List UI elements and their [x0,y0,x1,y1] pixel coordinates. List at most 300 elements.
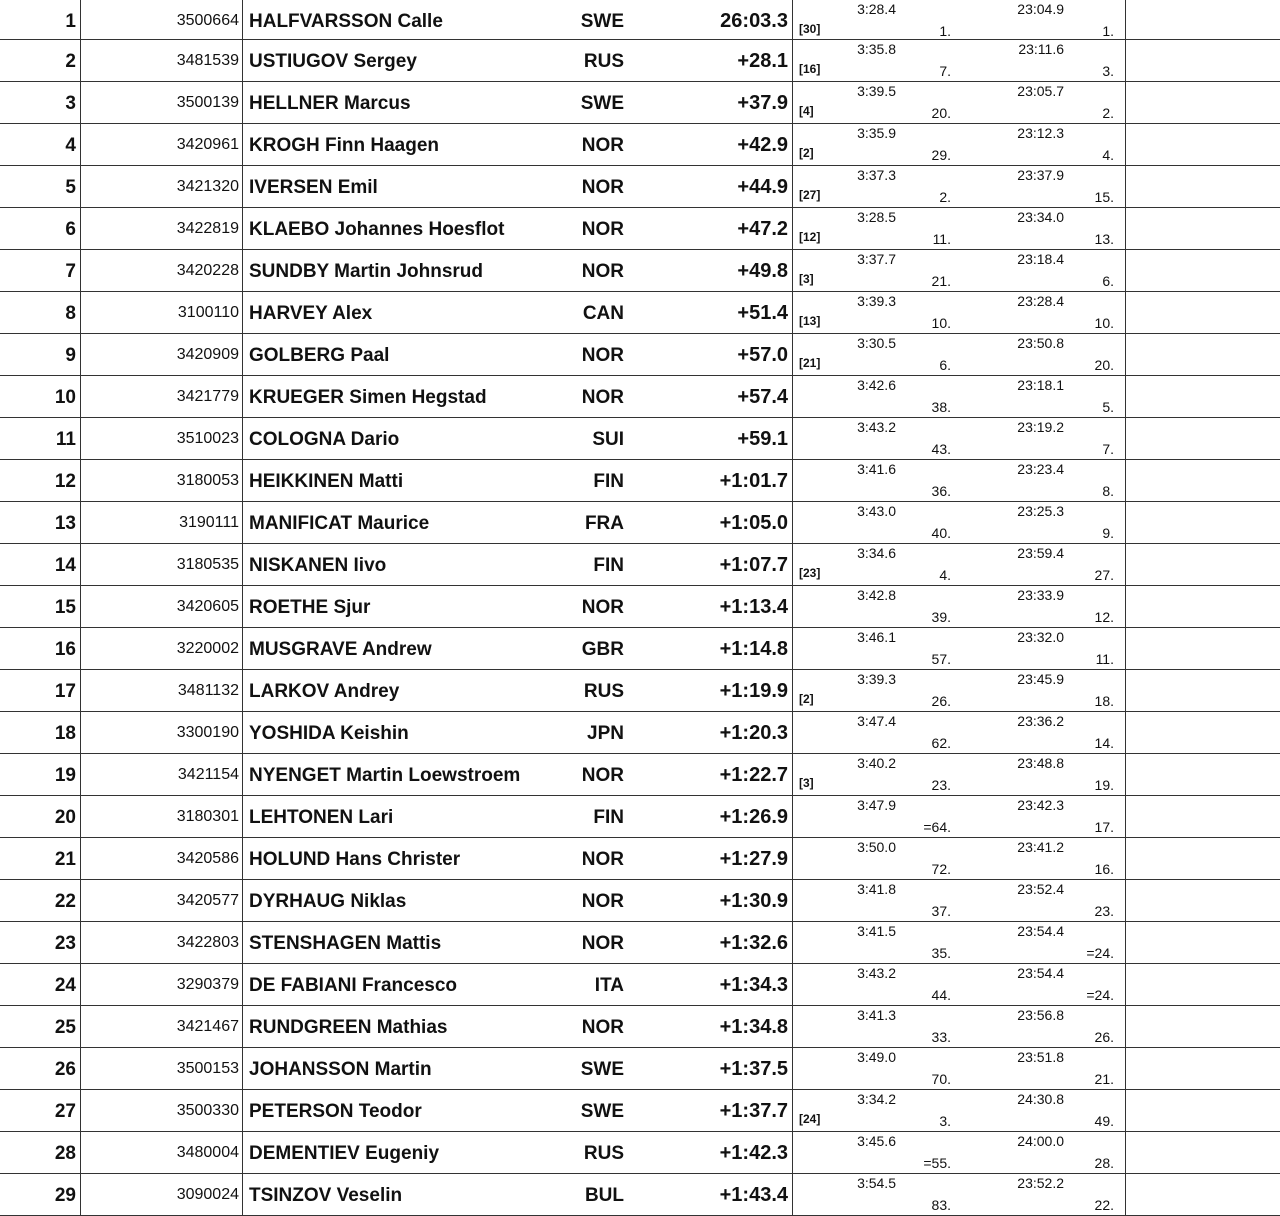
split1-rank: 70. [931,1071,951,1087]
rank-cell: 22 [54,891,76,912]
column-divider [242,796,243,837]
column-divider [792,754,793,795]
athlete-name: JOHANSSON Martin [249,1059,432,1080]
column-divider [80,1048,81,1089]
nation-code: NOR [581,387,624,408]
bonus-seconds: [4] [799,104,814,118]
column-divider [80,838,81,879]
competitor-code: 3422803 [176,934,239,951]
column-divider [792,1090,793,1131]
split1-rank: =55. [923,1155,951,1171]
column-divider [242,1090,243,1131]
table-row [0,670,1280,712]
split1-rank: 33. [931,1029,951,1045]
rank-cell: 6 [65,219,76,240]
column-divider [80,922,81,963]
bonus-seconds: [21] [799,356,821,370]
rank-cell: 20 [54,807,76,828]
nation-code: NOR [581,177,624,198]
split1-rank: 23. [931,777,951,793]
column-divider [242,964,243,1005]
column-divider [1125,712,1126,753]
split1-rank: 10. [931,315,951,331]
column-divider [1125,166,1126,207]
column-divider [242,544,243,585]
athlete-name: PETERSON Teodor [249,1101,422,1122]
rank-cell: 13 [54,513,76,534]
split2-time: 23:52.2 [1017,1175,1064,1191]
rank-cell: 15 [54,597,76,618]
finish-time: 26:03.3 [720,10,788,32]
column-divider [1125,82,1126,123]
split1-rank: 37. [931,903,951,919]
competitor-code: 3090024 [176,1186,239,1203]
column-divider [242,1006,243,1047]
column-divider [792,418,793,459]
nation-code: JPN [587,723,624,744]
split2-rank: 28. [1094,1155,1114,1171]
finish-time: +37.9 [737,92,788,114]
column-divider [1125,40,1126,81]
split1-rank: 83. [931,1197,951,1213]
column-divider [80,40,81,81]
column-divider [242,712,243,753]
nation-code: RUS [583,51,624,72]
rank-cell: 25 [54,1017,76,1038]
split2-time: 23:42.3 [1017,797,1064,813]
table-row [0,208,1280,250]
finish-time: +1:26.9 [719,806,788,828]
athlete-name: YOSHIDA Keishin [249,723,409,744]
finish-time: +1:13.4 [719,596,788,618]
column-divider [792,670,793,711]
column-divider [792,292,793,333]
split1-time: 3:34.2 [857,1091,896,1107]
column-divider [80,1090,81,1131]
column-divider [242,880,243,921]
split1-rank: 6. [939,357,951,373]
split2-rank: 5. [1102,399,1114,415]
split1-rank: 26. [931,693,951,709]
table-row [0,166,1280,208]
competitor-code: 3420961 [176,136,239,153]
table-row [0,544,1280,586]
split1-time: 3:40.2 [857,755,896,771]
table-row [0,82,1280,124]
split2-rank: 27. [1094,567,1114,583]
nation-code: RUS [583,1143,624,1164]
split2-rank: 13. [1094,231,1114,247]
finish-time: +1:42.3 [719,1142,788,1164]
split1-time: 3:28.4 [857,1,896,17]
competitor-code: 3290379 [176,976,239,993]
split2-rank: =24. [1086,987,1114,1003]
column-divider [792,250,793,291]
bonus-seconds: [3] [799,776,814,790]
nation-code: FIN [593,555,624,576]
competitor-code: 3481132 [177,682,239,699]
competitor-code: 3180535 [176,556,239,573]
split1-rank: 38. [931,399,951,415]
bonus-seconds: [13] [799,314,821,328]
column-divider [242,628,243,669]
split2-time: 23:25.3 [1017,503,1064,519]
table-row [0,1048,1280,1090]
nation-code: BUL [584,1185,624,1206]
split2-rank: 16. [1094,861,1114,877]
split2-time: 23:56.8 [1017,1007,1064,1023]
split2-time: 23:23.4 [1017,461,1064,477]
column-divider [792,628,793,669]
split1-time: 3:46.1 [857,629,896,645]
rank-cell: 3 [65,93,76,114]
rank-cell: 28 [54,1143,76,1164]
column-divider [242,376,243,417]
column-divider [80,586,81,627]
finish-time: +1:37.5 [719,1058,788,1080]
rank-cell: 11 [55,429,76,450]
column-divider [80,1006,81,1047]
finish-time: +44.9 [737,176,788,198]
rank-cell: 10 [54,387,76,408]
table-row [0,250,1280,292]
column-divider [792,880,793,921]
nation-code: ITA [594,975,624,996]
competitor-code: 3420605 [176,598,239,615]
split2-rank: 21. [1094,1071,1114,1087]
competitor-code: 3421320 [176,178,239,195]
split1-rank: 21. [931,273,951,289]
athlete-name: HELLNER Marcus [249,93,411,114]
column-divider [242,82,243,123]
athlete-name: DE FABIANI Francesco [249,975,457,996]
nation-code: NOR [581,765,624,786]
table-row [0,40,1280,82]
table-row [0,712,1280,754]
athlete-name: GOLBERG Paal [249,345,390,366]
competitor-code: 3480004 [176,1144,239,1161]
split1-time: 3:37.3 [857,167,896,183]
table-row [0,124,1280,166]
finish-time: +49.8 [737,260,788,282]
rank-cell: 4 [65,135,76,156]
finish-time: +1:27.9 [719,848,788,870]
athlete-name: NISKANEN Iivo [249,555,387,576]
athlete-name: ROETHE Sjur [249,597,371,618]
rank-cell: 7 [65,261,76,282]
split2-rank: 23. [1094,903,1114,919]
nation-code: RUS [583,681,624,702]
split2-time: 23:54.4 [1017,965,1064,981]
finish-time: +1:32.6 [719,932,788,954]
column-divider [242,1174,243,1215]
split1-rank: =64. [923,819,951,835]
column-divider [1125,838,1126,879]
column-divider [1125,1174,1126,1215]
split1-time: 3:43.2 [857,965,896,981]
split2-time: 23:12.3 [1017,125,1064,141]
split1-time: 3:30.5 [857,335,896,351]
split2-time: 23:18.4 [1017,251,1064,267]
split1-time: 3:47.9 [857,797,896,813]
column-divider [792,544,793,585]
competitor-code: 3300190 [176,724,239,741]
split1-rank: 11. [932,231,951,247]
athlete-name: HALFVARSSON Calle [249,11,443,32]
finish-time: +42.9 [737,134,788,156]
athlete-name: RUNDGREEN Mathias [249,1017,448,1038]
competitor-code: 3500664 [176,12,239,29]
split2-time: 23:41.2 [1017,839,1064,855]
nation-code: SWE [580,93,624,114]
column-divider [1125,250,1126,291]
rank-cell: 18 [54,723,76,744]
athlete-name: MANIFICAT Maurice [249,513,430,534]
column-divider [80,964,81,1005]
column-divider [242,418,243,459]
split2-time: 23:52.4 [1017,881,1064,897]
rank-cell: 17 [54,681,76,702]
column-divider [1125,670,1126,711]
bonus-seconds: [27] [799,188,821,202]
column-divider [1125,586,1126,627]
bonus-seconds: [16] [799,62,821,76]
competitor-code: 3220002 [176,640,239,657]
finish-time: +1:22.7 [719,764,788,786]
nation-code: SWE [580,11,624,32]
rank-cell: 9 [65,345,76,366]
athlete-name: HEIKKINEN Matti [249,471,404,492]
split1-time: 3:39.3 [857,671,896,687]
finish-time: +1:43.4 [719,1184,788,1206]
column-divider [792,1006,793,1047]
split2-time: 23:51.8 [1017,1049,1064,1065]
column-divider [1125,502,1126,543]
column-divider [1125,208,1126,249]
column-divider [80,82,81,123]
split1-rank: 20. [931,105,951,121]
split1-time: 3:41.6 [857,461,896,477]
table-row [0,1132,1280,1174]
split2-rank: 4. [1102,147,1114,163]
rank-cell: 29 [54,1185,76,1206]
competitor-code: 3421467 [176,1018,239,1035]
column-divider [792,712,793,753]
table-row [0,880,1280,922]
column-divider [1125,0,1126,39]
column-divider [80,250,81,291]
split1-time: 3:42.8 [857,587,896,603]
column-divider [80,0,81,39]
athlete-name: SUNDBY Martin Johnsrud [249,261,484,282]
split1-time: 3:43.2 [857,419,896,435]
split1-time: 3:50.0 [857,839,896,855]
split1-time: 3:41.5 [857,923,896,939]
finish-time: +1:14.8 [719,638,788,660]
rank-cell: 27 [54,1101,76,1122]
rank-cell: 21 [54,849,76,870]
nation-code: SWE [580,1059,624,1080]
column-divider [1125,376,1126,417]
column-divider [792,1048,793,1089]
split1-time: 3:35.8 [857,41,896,57]
nation-code: CAN [582,303,624,324]
split1-rank: 1. [939,23,951,39]
column-divider [242,166,243,207]
athlete-name: MUSGRAVE Andrew [249,639,432,660]
split2-rank: 12. [1094,609,1114,625]
split2-time: 23:59.4 [1017,545,1064,561]
split1-time: 3:28.5 [857,209,896,225]
split2-time: 23:04.9 [1017,1,1064,17]
rank-cell: 1 [65,11,76,32]
column-divider [792,124,793,165]
split1-rank: 40. [931,525,951,541]
athlete-name: KLAEBO Johannes Hoesflot [249,219,505,240]
split2-rank: 7. [1102,441,1114,457]
finish-time: +51.4 [737,302,788,324]
athlete-name: HOLUND Hans Christer [249,849,461,870]
split2-rank: 3. [1102,63,1114,79]
finish-time: +1:05.0 [719,512,788,534]
column-divider [242,208,243,249]
finish-time: +57.0 [737,344,788,366]
rank-cell: 12 [54,471,76,492]
nation-code: NOR [581,891,624,912]
split2-rank: 20. [1094,357,1114,373]
competitor-code: 3422819 [176,220,239,237]
column-divider [792,1132,793,1173]
split1-time: 3:54.5 [857,1175,896,1191]
competitor-code: 3190111 [179,514,239,531]
athlete-name: DEMENTIEV Eugeniy [249,1143,440,1164]
split2-time: 23:05.7 [1017,83,1064,99]
table-row [0,0,1280,40]
column-divider [80,670,81,711]
column-divider [80,124,81,165]
athlete-name: TSINZOV Veselin [249,1185,403,1206]
bonus-seconds: [12] [799,230,821,244]
column-divider [242,1048,243,1089]
finish-time: +1:34.3 [719,974,788,996]
split2-time: 23:45.9 [1017,671,1064,687]
nation-code: SWE [580,1101,624,1122]
split2-rank: 17. [1094,819,1114,835]
competitor-code: 3420909 [176,346,239,363]
split2-time: 23:19.2 [1017,419,1064,435]
column-divider [792,1174,793,1215]
split1-time: 3:37.7 [857,251,896,267]
column-divider [80,460,81,501]
bonus-seconds: [3] [799,272,814,286]
table-row [0,628,1280,670]
rank-cell: 14 [54,555,76,576]
split2-time: 23:37.9 [1017,167,1064,183]
athlete-name: LEHTONEN Lari [249,807,394,828]
column-divider [792,838,793,879]
bonus-seconds: [2] [799,146,814,160]
table-row [0,754,1280,796]
column-divider [242,460,243,501]
column-divider [792,796,793,837]
split1-time: 3:43.0 [857,503,896,519]
competitor-code: 3500330 [176,1102,239,1119]
nation-code: FIN [593,807,624,828]
column-divider [792,376,793,417]
split2-rank: 15. [1094,189,1114,205]
column-divider [242,334,243,375]
table-row [0,376,1280,418]
finish-time: +1:01.7 [719,470,788,492]
nation-code: NOR [581,1017,624,1038]
column-divider [792,0,793,39]
column-divider [792,502,793,543]
column-divider [80,418,81,459]
column-divider [792,460,793,501]
athlete-name: LARKOV Andrey [249,681,400,702]
column-divider [1125,544,1126,585]
finish-time: +1:37.7 [719,1100,788,1122]
nation-code: FIN [593,471,624,492]
split1-time: 3:41.3 [857,1007,896,1023]
split1-time: 3:34.6 [857,545,896,561]
rank-cell: 8 [65,303,76,324]
column-divider [242,1132,243,1173]
split2-time: 23:33.9 [1017,587,1064,603]
column-divider [242,922,243,963]
column-divider [1125,922,1126,963]
column-divider [80,544,81,585]
finish-time: +28.1 [737,50,788,72]
split2-time: 23:48.8 [1017,755,1064,771]
table-row [0,334,1280,376]
finish-time: +1:20.3 [719,722,788,744]
column-divider [1125,880,1126,921]
split2-time: 23:18.1 [1017,377,1064,393]
column-divider [792,208,793,249]
split1-rank: 35. [931,945,951,961]
split2-rank: 11. [1095,651,1114,667]
split1-rank: 4. [939,567,951,583]
split1-rank: 3. [939,1113,951,1129]
table-row [0,922,1280,964]
bonus-seconds: [2] [799,692,814,706]
split2-rank: 26. [1094,1029,1114,1045]
split1-time: 3:41.8 [857,881,896,897]
split2-time: 24:00.0 [1017,1133,1064,1149]
column-divider [80,166,81,207]
athlete-name: IVERSEN Emil [249,177,378,198]
competitor-code: 3421154 [177,766,239,783]
column-divider [1125,418,1126,459]
column-divider [80,628,81,669]
athlete-name: NYENGET Martin Loewstroem [249,765,521,786]
finish-time: +1:19.9 [719,680,788,702]
competitor-code: 3420577 [176,892,239,909]
column-divider [80,712,81,753]
column-divider [80,1132,81,1173]
split1-time: 3:45.6 [857,1133,896,1149]
column-divider [792,922,793,963]
nation-code: NOR [581,849,624,870]
split2-time: 23:36.2 [1017,713,1064,729]
column-divider [80,1174,81,1215]
column-divider [1125,334,1126,375]
split1-time: 3:39.3 [857,293,896,309]
finish-time: +1:34.8 [719,1016,788,1038]
split2-rank: 9. [1102,525,1114,541]
table-row [0,292,1280,334]
